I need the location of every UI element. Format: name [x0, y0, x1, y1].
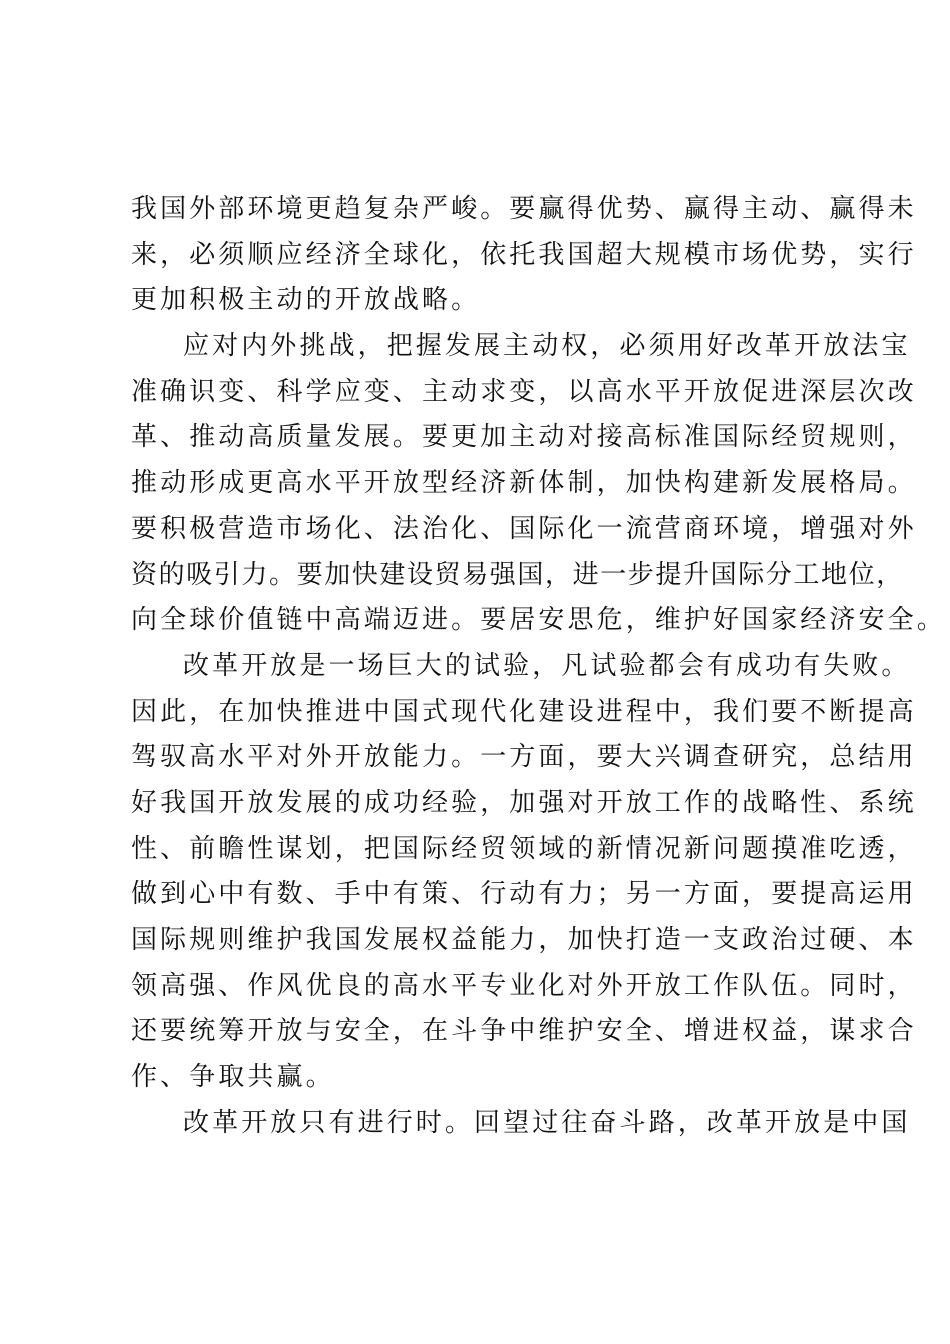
paragraph-start-line: 应对内外挑战，把握发展主动权，必须用好改革开放法宝	[183, 331, 911, 362]
text-line: 作、争取共赢。	[131, 1062, 335, 1093]
text-line: 驾驭高水平对外开放能力。一方面，要大兴调查研究，总结用	[131, 742, 917, 773]
text-line: 好我国开放发展的成功经验，加强对开放工作的战略性、系统	[131, 787, 917, 818]
text-line: 来，必须顺应经济全球化，依托我国超大规模市场优势，实行	[131, 239, 917, 270]
paragraph-start-line: 改革开放只有进行时。回望过往奋斗路，改革开放是中国	[183, 1107, 911, 1138]
text-line: 更加积极主动的开放战略。	[131, 285, 481, 316]
text-line: 领高强、作风优良的高水平专业化对外开放工作队伍。同时，	[131, 970, 917, 1001]
paragraph-start-line: 改革开放是一场巨大的试验，凡试验都会有成功有失败。	[183, 650, 911, 681]
text-line: 国际规则维护我国发展权益能力，加快打造一支政治过硬、本	[131, 925, 917, 955]
text-line: 向全球价值链中高端迈进。要居安思危，维护好国家经济安全。	[131, 605, 946, 636]
text-line: 做到心中有数、手中有策、行动有力；另一方面，要提高运用	[131, 879, 917, 910]
text-line: 我国外部环境更趋复杂严峻。要赢得优势、赢得主动、赢得未	[131, 194, 917, 224]
body-text	[131, 187, 946, 1146]
text-line: 准确识变、科学应变、主动求变，以高水平开放促进深层次改	[131, 376, 917, 407]
text-line: 因此，在加快推进中国式现代化建设进程中，我们要不断提高	[131, 696, 917, 727]
text-line: 性、前瞻性谋划，把国际经贸领域的新情况新问题摸准吃透，	[131, 833, 917, 864]
text-line: 要积极营造市场化、法治化、国际化一流营商环境，增强对外	[131, 513, 917, 544]
text-line: 革、推动高质量发展。要更加主动对接高标准国际经贸规则，	[131, 422, 917, 453]
text-line: 还要统筹开放与安全，在斗争中维护安全、增进权益，谋求合	[131, 1016, 917, 1047]
text-line: 推动形成更高水平开放型经济新体制，加快构建新发展格局。	[131, 468, 917, 499]
text-line: 资的吸引力。要加快建设贸易强国，进一步提升国际分工地位，	[131, 559, 904, 590]
